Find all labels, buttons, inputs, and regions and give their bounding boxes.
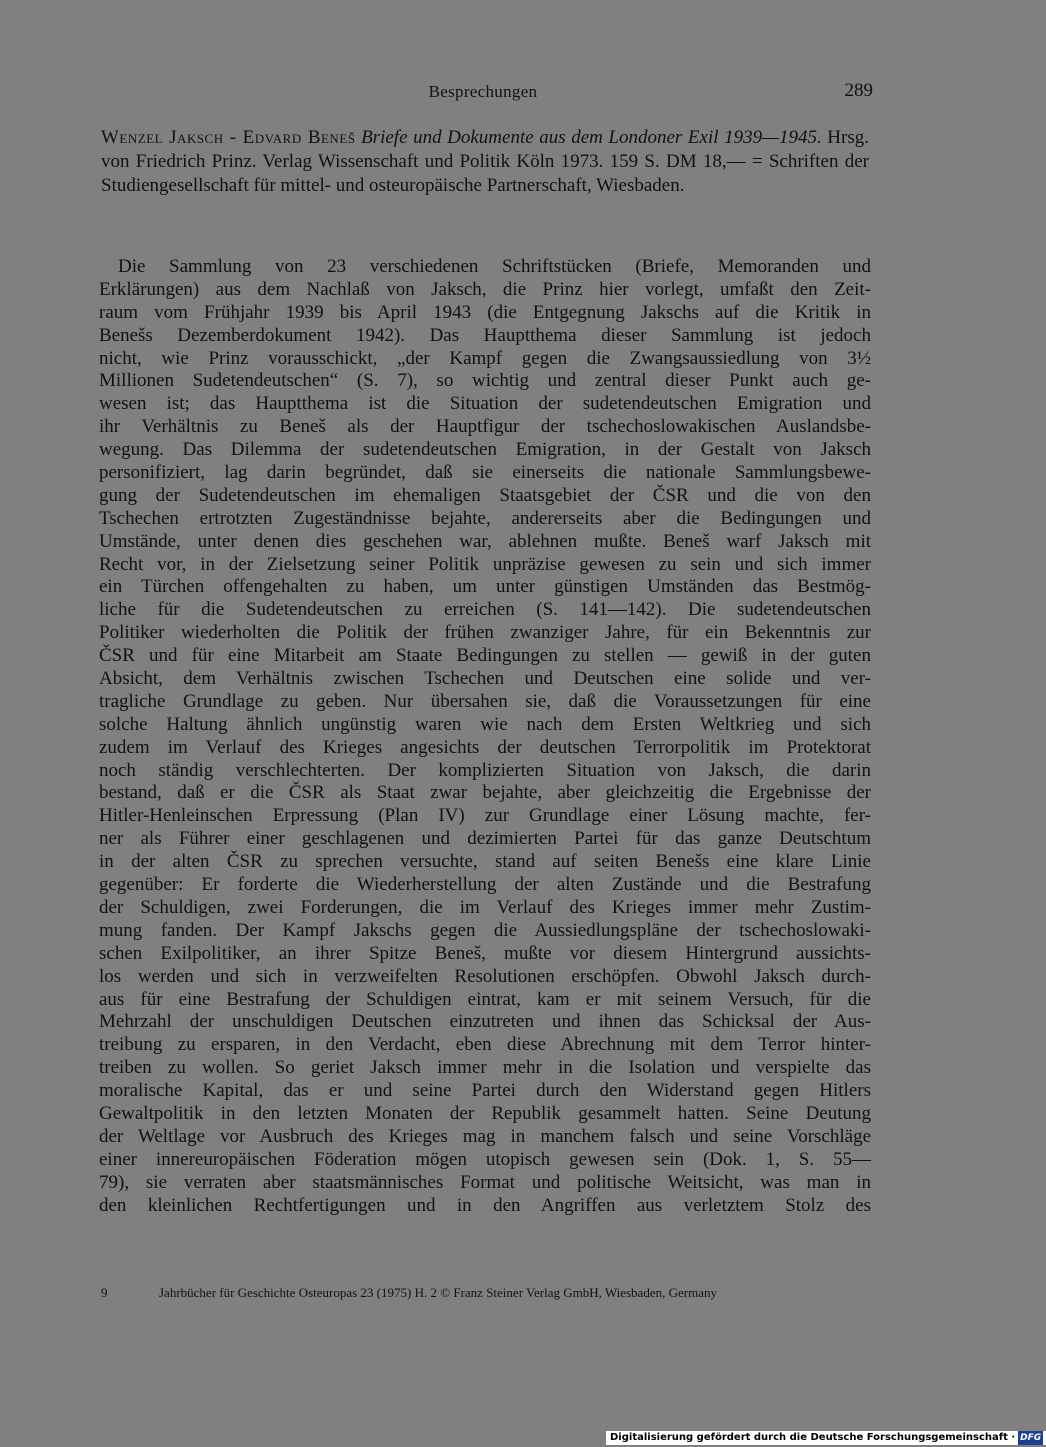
text-line: bestand, daß er die ČSR als Staat zwar bejahte, aber gleichzeitig die Ergebnisse der [99, 782, 871, 804]
text-line: den kleinlichen Rechtfertigungen und in den Angriffen aus verletztem Stolz des [99, 1194, 871, 1216]
text-line: personifiziert, lag darin begründet, daß sie einerseits die nationale Sammlungsbewe- [99, 462, 871, 484]
text-line: Millionen Sudetendeutschen“ (S. 7), so wichtig und zentral dieser Punkt auch ge- [99, 370, 871, 392]
text-line: gegenüber: Er forderte die Wiederherstellung der alten Zustände und die Bestrafung [99, 874, 871, 896]
text-line: 79), sie verraten aber staatsmännisches Format und politische Weitsicht, was man in [99, 1171, 871, 1193]
text-line: Umstände, unter denen dies geschehen war, ablehnen mußte. Beneš warf Jaksch mit [99, 530, 871, 552]
text-line: Die Sammlung von 23 verschiedenen Schriftstücken (Briefe, Memoranden und [118, 256, 871, 277]
text-line: treibung zu ersparen, in den Verdacht, eben diese Abrechnung mit dem Terror hinter- [99, 1034, 871, 1056]
citation-authors: Wenzel Jaksch - Edvard Beneš [101, 127, 356, 148]
text-line: liche für die Sudetendeutschen zu erreichen (S. 141—142). Die sudetendeutschen [99, 599, 871, 621]
text-line: Erklärungen) aus dem Nachlaß von Jaksch, die Prinz hier vorlegt, umfaßt den Zeit- [99, 278, 871, 300]
text-line: aus für eine Bestrafung der Schuldigen eintrat, kam er mit seinem Versuch, für die [99, 988, 871, 1010]
text-line: der Weltlage vor Ausbruch des Krieges mag in manchem falsch und seine Vorschläge [99, 1125, 871, 1147]
text-line: solche Haltung ähnlich ungünstig waren wie nach dem Ersten Weltkrieg und sich [99, 713, 871, 735]
text-line: Recht vor, in der Zielsetzung seiner Politik unpräzise gewesen zu sein und sich immer [99, 553, 871, 575]
text-line: Mehrzahl der unschuldigen Deutschen einzutreten und ihnen das Schicksal der Aus- [99, 1011, 871, 1033]
funding-banner [606, 1431, 1046, 1445]
text-line: Benešs Dezemberdokument 1942). Das Hauptthema dieser Sammlung ist jedoch [99, 324, 871, 346]
page-footer [101, 1285, 861, 1301]
text-line: Politiker wiederholten die Politik der frühen zwanziger Jahre, für ein Bekenntnis zur [99, 622, 871, 644]
text-line: nicht, wie Prinz vorausschickt, „der Kampf gegen die Zwangsaussiedlung von 3½ [99, 347, 871, 369]
dfg-logo-icon: DFG [1020, 1433, 1042, 1443]
text-line: gung der Sudetendeutschen im ehemaligen Staatsgebiet der ČSR und die von den [99, 484, 871, 506]
text-line: in der alten ČSR zu sprechen versuchte, stand auf seiten Benešs eine klare Linie [99, 851, 871, 873]
text-line: schen Exilpolitiker, an ihrer Spitze Beneš, mußte vor diesem Hintergrund aussichts- [99, 942, 871, 964]
printer-signature: 9 [101, 1285, 108, 1300]
funding-text: Digitalisierung gefördert durch die Deutsche Forschungsgemeinschaft · [610, 1432, 1016, 1443]
text-line: noch ständig verschlechterten. Der komplizierten Situation von Jaksch, die darin [99, 759, 871, 781]
text-line: Hitler-Henleinschen Erpressung (Plan IV) zur Grundlage einer Lösung machte, fer- [99, 805, 871, 827]
running-header: Besprechungen [428, 82, 538, 101]
text-line: raum vom Frühjahr 1939 bis April 1943 (die Entgegnung Jakschs auf die Kritik in [99, 301, 871, 323]
text-line: moralische Kapital, das er und seine Partei durch den Widerstand gegen Hitlers [99, 1080, 871, 1102]
text-line: Absicht, dem Verhältnis zwischen Tschechen und Deutschen eine solide und ver- [99, 668, 871, 690]
text-line: wesen ist; das Hauptthema ist die Situation der sudetendeutschen Emigration und [99, 393, 871, 415]
text-line: wegung. Das Dilemma der sudetendeutschen Emigration, in der Gestalt von Jaksch [99, 439, 871, 461]
text-line: einer innereuropäischen Föderation mögen utopisch gewesen sein (Dok. 1, S. 55— [99, 1148, 871, 1170]
page-number: 289 [844, 80, 873, 101]
journal-imprint: Jahrbücher für Geschichte Osteuropas 23 (1975) H. 2 © Franz Steiner Verlag GmbH, Wiesbaden, Germany [159, 1285, 717, 1300]
text-line: Tschechen ertrotzten Zugeständnisse bejahte, andererseits aber die Bedingungen und [99, 507, 871, 529]
text-line: zudem im Verlauf des Krieges angesichts der deutschen Terrorpolitik im Protektorat [99, 736, 871, 758]
text-line: treiben zu wollen. So geriet Jaksch immer mehr in die Isolation und verspielte das [99, 1057, 871, 1079]
text-line: Gewaltpolitik in den letzten Monaten der Republik gesammelt hatten. Seine Deutung [99, 1102, 871, 1124]
text-line: ner als Führer einer geschlagenen und dezimierten Partei für das ganze Deutschtum [99, 828, 871, 850]
text-line: tragliche Grundlage zu geben. Nur übersahen sie, daß die Voraussetzungen für eine [99, 690, 871, 712]
text-line: los werden und sich in verzweifelten Resolutionen erschöpfen. Obwohl Jaksch durch- [99, 965, 871, 987]
citation-title: Briefe und Dokumente aus dem Londoner Exil 1939—1945. [361, 127, 822, 148]
review-body [99, 256, 871, 1217]
book-citation [101, 126, 869, 198]
text-line: ihr Verhältnis zu Beneš als der Hauptfigur der tschechoslowakischen Auslandsbe- [99, 416, 871, 438]
text-line: ein Türchen offengehalten zu haben, um unter günstigen Umständen das Bestmög- [99, 576, 871, 598]
text-line: ČSR und für eine Mitarbeit am Staate Bedingungen zu stellen — gewiß in der guten [99, 645, 871, 667]
citation-details: Hrsg. von Friedrich Prinz. Verlag Wissenschaft und Politik Köln 1973. 159 S. DM 18,— = Schriften der Studiengesellschaft für mittel- und osteuropäische Partnerschaft, Wiesbaden. [101, 127, 869, 196]
text-line: mung fanden. Der Kampf Jakschs gegen die Aussiedlungspläne der tschechoslowaki- [99, 919, 871, 941]
text-line: der Schuldigen, zwei Forderungen, die im Verlauf des Krieges immer mehr Zustim- [99, 896, 871, 918]
